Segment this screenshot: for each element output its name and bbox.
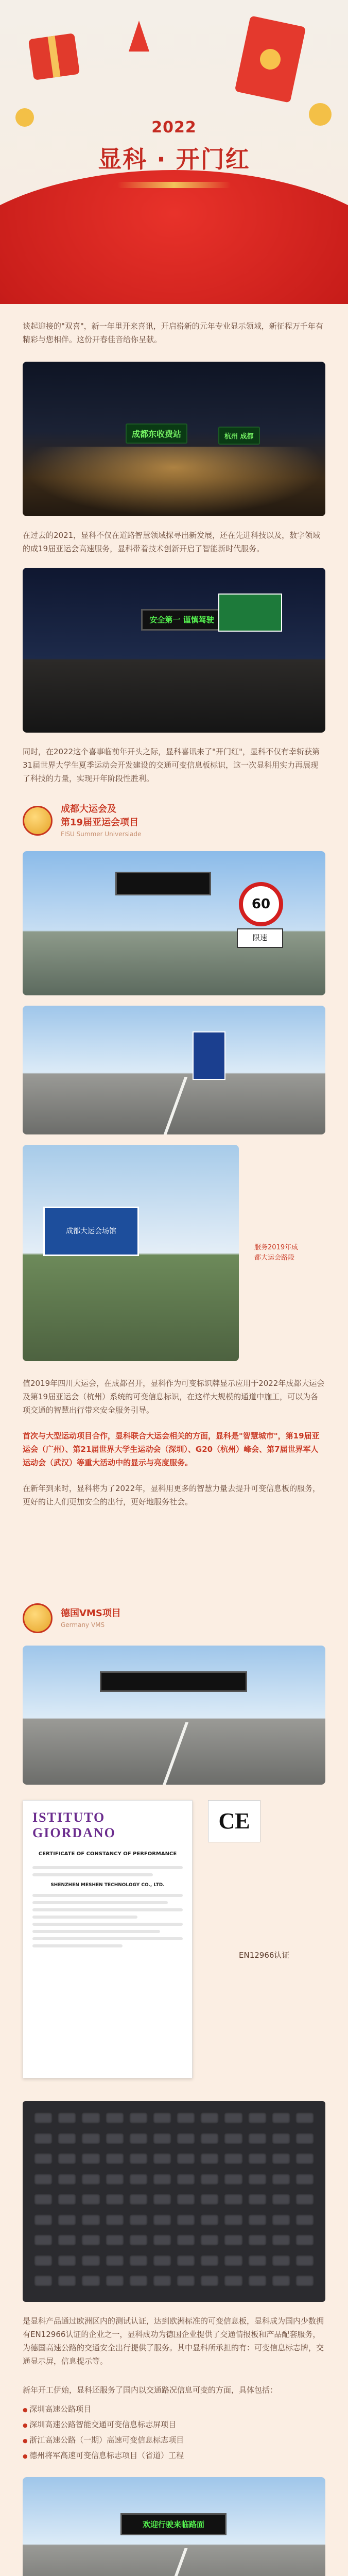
led-module [81, 2194, 100, 2205]
cert-text-line [32, 1894, 183, 1897]
led-module [248, 2133, 267, 2144]
lights-glow [23, 447, 325, 516]
section-heading-chengdu [23, 803, 325, 839]
led-module [153, 2153, 171, 2164]
gantry-vms-text: 欢迎行驶来临路面 [142, 2520, 204, 2529]
led-module [153, 2174, 171, 2185]
led-module [106, 2174, 124, 2185]
led-module [129, 2153, 148, 2164]
certificate-block [23, 1800, 325, 2089]
highway-vms-day-photo [23, 851, 325, 995]
blue-road-sign [43, 1207, 139, 1256]
caption-line-1: 服务2019年成 [254, 1244, 299, 1251]
toll-station-sub-sign [218, 427, 260, 445]
section-title-2: 第19届亚运会项目 [61, 817, 139, 828]
cert-text-line [32, 1873, 153, 1876]
gantry-vms [120, 2513, 227, 2535]
led-module [81, 2112, 100, 2124]
section-subtitle: FISU Summer Universiade [61, 831, 142, 838]
intro-paragraph-2: 在过去的2021，显科不仅在道路智慧领域探寻出新发展，还在先进科技以及，数字领域的成19届亚运会高速服务，显科带着技术创新开启了智能新时代服务。 [23, 531, 321, 553]
led-module [129, 2133, 148, 2144]
cert-logo [32, 1810, 183, 1841]
section1-paragraph-2: 首次与大型运动项目合作，显科联合大运会相关的方面，显科是"智慧城市"，第19届亚运会（广州）、第21届世界大学生运动会（深圳）、G20（杭州）峰会、第7届世界军人运动会（武汉）等重大活动中的显示与亮度服务。 [23, 1431, 320, 1467]
led-module [106, 2275, 124, 2286]
led-module [177, 2255, 195, 2266]
led-module [129, 2194, 148, 2205]
led-module [200, 2255, 219, 2266]
led-module [295, 2214, 314, 2226]
led-module [177, 2133, 195, 2144]
led-panel-photo [23, 2101, 325, 2302]
led-module [295, 2112, 314, 2124]
toll-sign-label: 成都东收费站 [132, 429, 182, 439]
highway-gantry-photo [23, 2477, 325, 2576]
intro-paragraph-3: 同时，在2022这个喜事临前年开头之际，显科喜讯来了"开门红"，显科不仅有幸斩获第31届世界大学生夏季运动会开发建设的交通可变信息板标识，这一次显科用实力再展现了科技的力量，实现开年阶段性胜利。 [23, 747, 320, 783]
led-module [81, 2214, 100, 2226]
led-module [58, 2275, 76, 2286]
led-module [58, 2153, 76, 2164]
led-module [200, 2214, 219, 2226]
section1-paragraph-1: 值2019年四川大运会，在成都召开，显科作为可变标识牌显示应用于2022年成都大运会及第19届亚运会（杭州）系统的可变信息标识，在这样大规模的通道中施工，可以为各项交通的智慧出行带来安全服务引导。 [23, 1379, 325, 1415]
led-module [272, 2255, 290, 2266]
section-title: 德国VMS项目 [61, 1608, 121, 1619]
led-module [106, 2153, 124, 2164]
vms-board [141, 609, 222, 631]
led-module [272, 2275, 290, 2286]
led-module [81, 2255, 100, 2266]
cert-text-line [32, 1916, 137, 1919]
led-module [153, 2234, 171, 2246]
vms-board-text: 安全第一 谨慎驾驶 [149, 615, 214, 624]
led-module [248, 2153, 267, 2164]
led-module [272, 2194, 290, 2205]
cert-text-line [32, 1866, 183, 1869]
led-module [34, 2275, 53, 2286]
hero-year: 2022 [151, 118, 197, 137]
cert-logo-bottom: GIORDANO [32, 1825, 116, 1840]
list-item: ● 浙江高速公路（一期）高速可变信息标志项目 [23, 2433, 325, 2448]
photo-caption [254, 1243, 298, 1263]
photo-group-chengdu [23, 851, 325, 1593]
led-module [200, 2174, 219, 2185]
led-module [106, 2234, 124, 2246]
led-module [248, 2255, 267, 2266]
led-module [272, 2234, 290, 2246]
led-module [34, 2112, 53, 2124]
led-module [81, 2133, 100, 2144]
led-module [295, 2194, 314, 2205]
led-module [224, 2174, 242, 2185]
led-module [129, 2214, 148, 2226]
cert-company: SHENZHEN MESHEN TECHNOLOGY CO., LTD. [50, 1883, 165, 1888]
led-module [200, 2275, 219, 2286]
cert-text-line [32, 1937, 183, 1940]
led-module [295, 2255, 314, 2266]
overpass-road-photo [23, 1006, 325, 1134]
led-module [129, 2112, 148, 2124]
section-heading-germany [23, 1603, 325, 1633]
led-module [153, 2214, 171, 2226]
led-module [153, 2275, 171, 2286]
led-module [58, 2194, 76, 2205]
en-certification-label: EN12966认证 [239, 1951, 290, 1960]
led-module [129, 2174, 148, 2185]
led-module [129, 2255, 148, 2266]
led-module [248, 2174, 267, 2185]
project-list [23, 2402, 325, 2464]
up-arrow-icon [129, 21, 149, 52]
led-module [224, 2214, 242, 2226]
led-module [106, 2214, 124, 2226]
led-module [106, 2112, 124, 2124]
cert-text-line [32, 1923, 183, 1926]
section1-text-block [23, 1377, 325, 1509]
section-heading-text [61, 803, 141, 839]
led-module [295, 2234, 314, 2246]
cert-logo-top: ISTITUTO [32, 1810, 106, 1825]
speed-limit-label [237, 928, 283, 948]
led-module [200, 2153, 219, 2164]
led-module [58, 2133, 76, 2144]
hero-red-arc [0, 170, 348, 304]
speed-limit-sign [239, 882, 283, 926]
led-module [248, 2194, 267, 2205]
section3-intro: 新年开工伊始，显科还服务了国内以交通路况信息可变的方面，具体包括： [23, 2385, 278, 2395]
led-module [153, 2133, 171, 2144]
gantry-vms [100, 1671, 247, 1692]
led-module [248, 2234, 267, 2246]
hero-title-underline [117, 182, 231, 188]
led-module [248, 2275, 267, 2286]
hero-title: 显科 · 开门红 [98, 145, 250, 173]
led-module [129, 2234, 148, 2246]
hero-title-block [0, 118, 348, 188]
article-body [0, 304, 348, 2576]
led-module [58, 2174, 76, 2185]
list-item: ● 德州将军高速可变信息标志项目（省道）工程 [23, 2448, 325, 2464]
led-module [177, 2234, 195, 2246]
led-module [224, 2275, 242, 2286]
led-module [58, 2234, 76, 2246]
ce-mark: CE [218, 1808, 250, 1834]
cert-text-line [32, 1901, 168, 1904]
led-module [224, 2112, 242, 2124]
led-module [200, 2234, 219, 2246]
blue-sign-panel [193, 1031, 225, 1080]
speed-limit-value: 60 [251, 896, 271, 912]
led-module [129, 2275, 148, 2286]
led-module [200, 2194, 219, 2205]
led-module [224, 2194, 242, 2205]
german-highway-photo [23, 1646, 325, 1785]
led-module [153, 2255, 171, 2266]
toll-sub-sign-label: 杭州 成都 [224, 433, 254, 440]
intro-paragraph: 谈起迎接的"双喜"，新一年里开来喜讯，开启崭新的元年专业显示领域，新征程万千年有精彩与您相伴。这份开春佳音给你呈献。 [23, 321, 323, 344]
cert-text-line [32, 1930, 160, 1933]
led-module [248, 2112, 267, 2124]
lane-marking [164, 2548, 188, 2576]
green-direction-sign [218, 594, 282, 632]
led-module [224, 2133, 242, 2144]
section-subtitle: Germany VMS [61, 1621, 105, 1629]
led-module [106, 2194, 124, 2205]
led-module [34, 2194, 53, 2205]
led-module [106, 2255, 124, 2266]
led-module [177, 2112, 195, 2124]
led-module [81, 2174, 100, 2185]
led-module [177, 2153, 195, 2164]
led-module [58, 2214, 76, 2226]
section-heading-text [61, 1607, 121, 1630]
led-module [272, 2153, 290, 2164]
led-module [200, 2133, 219, 2144]
led-module [272, 2214, 290, 2226]
medal-icon [23, 1603, 53, 1633]
led-module [58, 2112, 76, 2124]
led-module [200, 2112, 219, 2124]
led-module [34, 2133, 53, 2144]
red-envelope-icon [235, 15, 306, 103]
led-module [295, 2153, 314, 2164]
medal-icon [23, 806, 53, 836]
led-module [34, 2234, 53, 2246]
led-module [224, 2234, 242, 2246]
caption-line-2: 都大运会路段 [254, 1254, 295, 1262]
led-module [224, 2255, 242, 2266]
led-module [177, 2194, 195, 2205]
led-module [153, 2194, 171, 2205]
led-module [34, 2214, 53, 2226]
led-module [177, 2174, 195, 2185]
cert-text-line [32, 1944, 123, 1947]
list-item: ● 深圳高速公路智能交通可变信息标志屏项目 [23, 2417, 325, 2433]
section-title: 成都大运会及 [61, 804, 116, 815]
hero-banner [0, 0, 348, 304]
led-module [34, 2153, 53, 2164]
ce-mark-box [208, 1800, 260, 1842]
led-module [81, 2153, 100, 2164]
led-module [58, 2255, 76, 2266]
led-module [81, 2275, 100, 2286]
section2-paragraph: 是显科产品通过欧洲区内的测试认证，达到欧洲标准的可变信息板，显科成为国内少数拥有EN12966认证的企业之一，显科成功为德国企业提供了交通情报板和产品配套服务，为德国高速公路的交通安全出行提供了服务。其中显科所承担的有：可变信息标志牌，交通显示屏，信息提示等。 [23, 2316, 324, 2366]
vms-board-day [115, 872, 211, 895]
led-module [295, 2275, 314, 2286]
lane-marking [163, 1722, 188, 1785]
toll-station-sign [126, 423, 187, 444]
led-module [153, 2112, 171, 2124]
led-module [272, 2133, 290, 2144]
led-module [295, 2174, 314, 2185]
led-module [224, 2153, 242, 2164]
gift-box-icon [28, 33, 80, 80]
blue-road-sign-text: 成都大运会场馆 [66, 1227, 116, 1235]
highway-vms-night-photo [23, 568, 325, 733]
cert-text-line [32, 1908, 183, 1911]
led-module [81, 2234, 100, 2246]
led-module [177, 2275, 195, 2286]
led-module [248, 2214, 267, 2226]
toll-station-night-photo [23, 362, 325, 516]
section1-paragraph-3: 在新年到来时，显科将为了2022年，显科用更多的智慧力量去提升可变信息板的服务，更好的让人们更加安全的出行，更好地服务社会。 [23, 1484, 321, 1506]
led-module [177, 2214, 195, 2226]
led-module [34, 2255, 53, 2266]
speed-limit-label-text: 限速 [253, 934, 267, 942]
road-sign-trees-photo [23, 1145, 239, 1361]
cert-heading: CERTIFICATE OF CONSTANCY OF PERFORMANCE [38, 1851, 177, 1857]
lane-marking [164, 1077, 188, 1135]
list-item: ● 深圳高速公路项目 [23, 2402, 325, 2417]
led-module [34, 2174, 53, 2185]
led-module [106, 2133, 124, 2144]
led-module [272, 2112, 290, 2124]
led-module [295, 2133, 314, 2144]
certificate-document [23, 1800, 193, 2078]
led-module [272, 2174, 290, 2185]
